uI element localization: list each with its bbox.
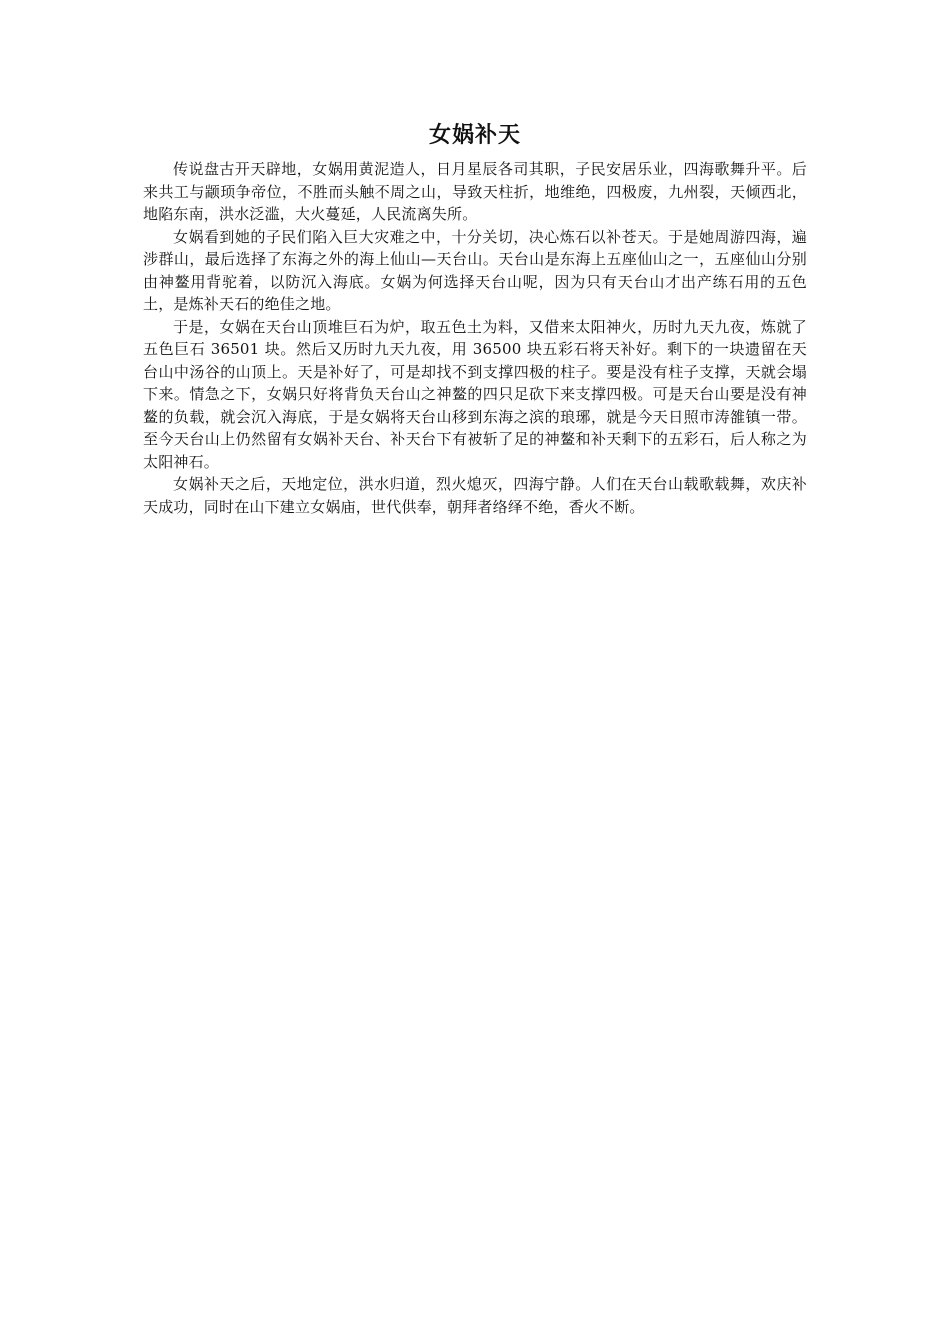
paragraph-4: 女娲补天之后，天地定位，洪水归道，烈火熄灭，四海宁静。人们在天台山载歌载舞，欢庆补天成功，同时在山下建立女娲庙，世代供奉，朝拜者络绎不绝，香火不断。 xyxy=(143,475,807,516)
document-body xyxy=(143,118,807,518)
document-title: 女娲补天 xyxy=(428,123,521,148)
paragraph-1: 传说盘古开天辟地，女娲用黄泥造人，日月星辰各司其职，子民安居乐业，四海歌舞升平。后来共工与颛顼争帝位，不胜而头触不周之山，导致天柱折，地维绝，四极废，九州裂，天倾西北，地陷东南，洪水泛滥，大火蔓延，人民流离失所。 xyxy=(143,160,807,223)
paragraph-3: 于是，女娲在天台山顶堆巨石为炉，取五色土为料，又借来太阳神火，历时九天九夜，炼就了五色巨石 36501 块。然后又历时九天九夜，用 36500 块五彩石将天补好。剩下的一块遗留在天台山中汤谷的山顶上。天是补好了，可是却找不到支撑四极的柱子。要是没有柱子支撑，天就会塌下来。情急之下，女娲只好将背负天台山之神鳌的四只足砍下来支撑四极。可是天台山要是没有神鳌的负载，就会沉入海底，于是女娲将天台山移到东海之滨的琅琊，就是今天日照市涛雒镇一带。至今天台山上仍然留有女娲补天台、补天台下有被斩了足的神鳌和补天剩下的五彩石，后人称之为太阳神石。 xyxy=(143,317,807,471)
paragraph-2: 女娲看到她的子民们陷入巨大灾难之中，十分关切，决心炼石以补苍天。于是她周游四海，遍涉群山，最后选择了东海之外的海上仙山—天台山。天台山是东海上五座仙山之一，五座仙山分别由神鳌用背驼着，以防沉入海底。女娲为何选择天台山呢，因为只有天台山才出产练石用的五色土，是炼补天石的绝佳之地。 xyxy=(143,227,807,313)
